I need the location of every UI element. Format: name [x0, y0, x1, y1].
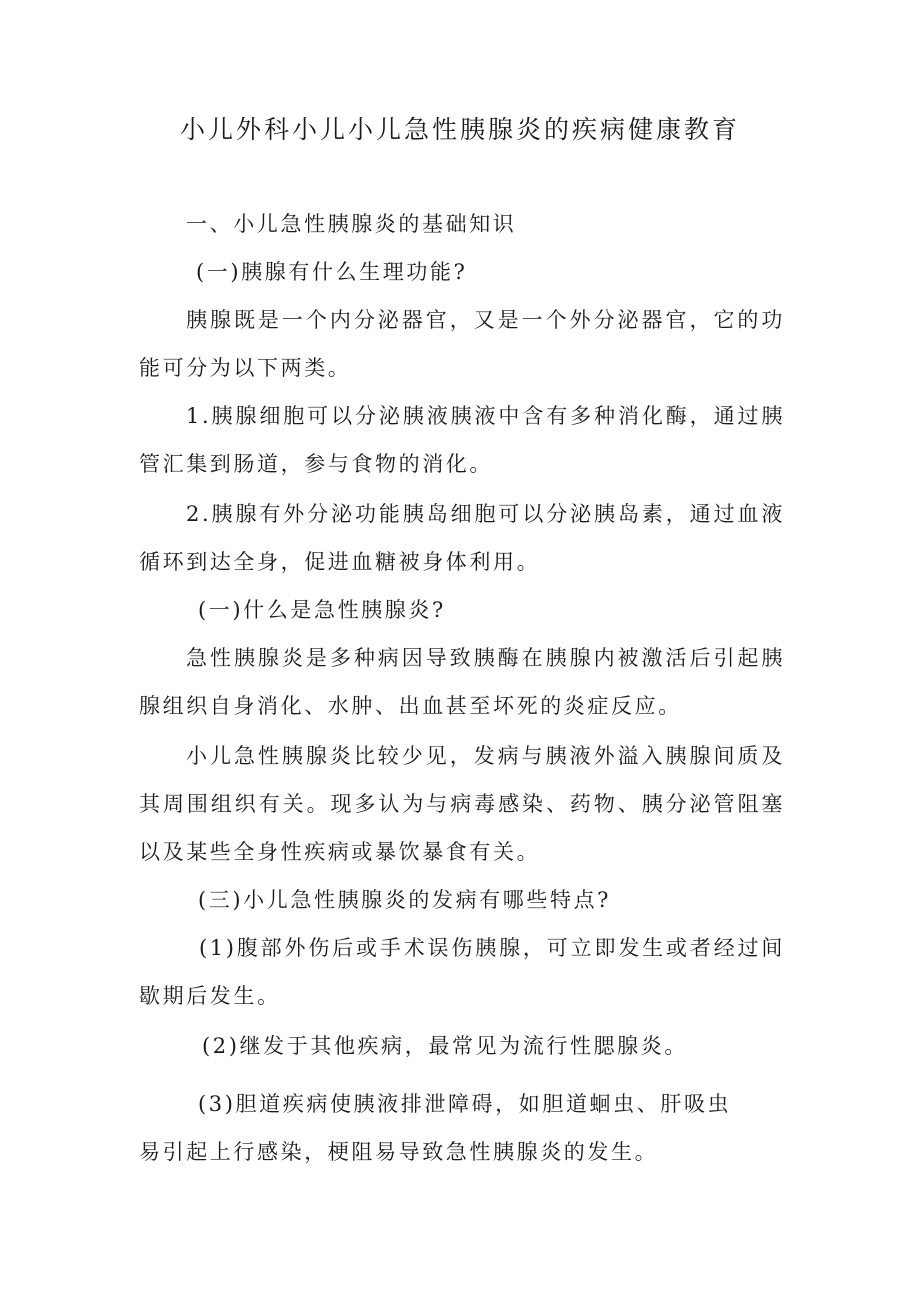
paragraph-islet-cells: 2.胰腺有外分泌功能胰岛细胞可以分泌胰岛素，通过血液循环到达全身，促进血糖被身体利用。	[139, 502, 785, 574]
paragraph-exocrine-cells: 1.胰腺细胞可以分泌胰液胰液中含有多种消化酶，通过胰管汇集到肠道，参与食物的消化。	[139, 404, 785, 476]
paragraph-pancreas-overview: 胰腺既是一个内分泌器官，又是一个外分泌器官，它的功能可分为以下两类。	[139, 308, 785, 380]
paragraph-biliary-line1: (3)胆道疾病使胰液排泄障碍，如胆道蛔虫、肝吸虫	[198, 1092, 732, 1116]
question-heading-what-is-pancreatitis: (一)什么是急性胰腺炎?	[198, 598, 446, 622]
question-heading-pancreas-function: (一)胰腺有什么生理功能?	[196, 260, 468, 284]
document-title: 小儿外科小儿小儿急性胰腺炎的疾病健康教育	[179, 115, 740, 144]
section-heading-basics: 一、小儿急性胰腺炎的基础知识	[186, 212, 517, 236]
question-heading-onset-features: (三)小儿急性胰腺炎的发病有哪些特点?	[198, 888, 612, 912]
paragraph-trauma: (1)腹部外伤后或手术误伤胰腺，可立即发生或者经过间歇期后发生。	[139, 936, 785, 1008]
paragraph-secondary-disease: (2)继发于其他疾病，最常见为流行性腮腺炎。	[202, 1034, 688, 1058]
paragraph-biliary-line2: 易引起上行感染，梗阻易导致急性胰腺炎的发生。	[139, 1140, 659, 1164]
paragraph-causes: 小儿急性胰腺炎比较少见，发病与胰液外溢入胰腺间质及其周围组织有关。现多认为与病毒感染、药物、胰分泌管阻塞以及某些全身性疾病或暴饮暴食有关。	[139, 744, 785, 864]
paragraph-definition: 急性胰腺炎是多种病因导致胰酶在胰腺内被激活后引起胰腺组织自身消化、水肿、出血甚至坏死的炎症反应。	[139, 646, 785, 718]
